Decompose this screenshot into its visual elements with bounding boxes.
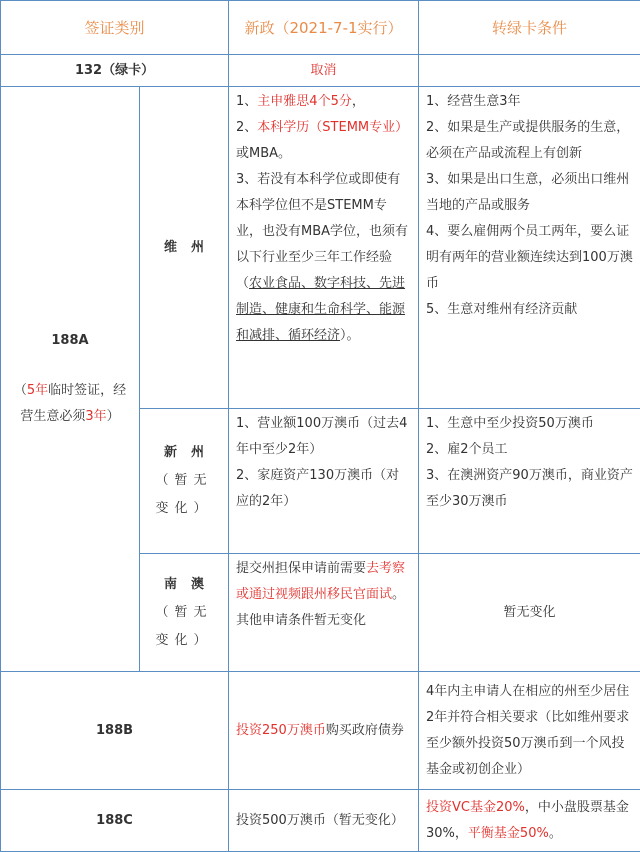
victoria-policy-3: 3、若没有本科学位或即使有本科学位但不是STEMM专业，也没有MBA学位，也须有以下行业至少三年工作经验（农业食品、数字科技、先进制造、健康和生命科学、能源和减排、循环经济）。 — [236, 167, 411, 349]
nsw-conditions — [419, 409, 640, 554]
visa-132-conditions — [419, 55, 640, 87]
victoria-policy — [229, 87, 419, 409]
victoria-policy-2: 2、本科学历（STEMM专业）或MBA。 — [236, 115, 411, 167]
visa-132-label: 132（绿卡） — [1, 55, 229, 87]
visa-188a-cell — [1, 87, 140, 672]
header-visa-type: 签证类别 — [1, 1, 229, 55]
row-132 — [1, 55, 640, 87]
victoria-condition-2: 2、如果是生产或提供服务的生意，必须在产品或流程上有创新 — [426, 115, 633, 167]
nsw-condition-2: 2、雇2个员工 — [426, 437, 633, 463]
state-sa: 南澳 （暂无变化） — [140, 554, 229, 672]
visa-188c-label: 188C — [1, 790, 229, 852]
nsw-policy-1: 1、营业额100万澳币（过去4年中至少2年） — [236, 411, 411, 463]
sa-conditions: 暂无变化 — [419, 554, 640, 672]
header-new-policy: 新政（2021-7-1实行） — [229, 1, 419, 55]
row-188c — [1, 790, 640, 852]
visa-188b-policy: 投资250万澳币购买政府债券 — [229, 672, 419, 790]
visa-188a-note: （5年临时签证，经营生意必须3年） — [8, 378, 132, 430]
nsw-policy — [229, 409, 419, 554]
victoria-conditions — [419, 87, 640, 409]
visa-188a-label: 188A — [8, 328, 132, 354]
nsw-condition-3: 3、在澳洲资产90万澳币，商业资产至少30万澳币 — [426, 463, 633, 515]
visa-188b-label: 188B — [1, 672, 229, 790]
row-188b — [1, 672, 640, 790]
nsw-condition-1: 1、生意中至少投资50万澳币 — [426, 411, 633, 437]
visa-188b-conditions: 4年内主申请人在相应的州至少居住2年并符合相关要求（比如维州要求至少额外投资50万澳币到一个风投基金或初创企业） — [419, 672, 640, 790]
visa-132-policy: 取消 — [229, 55, 419, 87]
visa-188c-conditions: 投资VC基金20%，中小盘股票基金30%，平衡基金50%。 — [419, 790, 640, 852]
victoria-condition-1: 1、经营生意3年 — [426, 89, 633, 115]
header-green-card-conditions: 转绿卡条件 — [419, 1, 640, 55]
row-188a-victoria — [1, 87, 640, 409]
state-nsw: 新州 （暂无变化） — [140, 409, 229, 554]
victoria-condition-4: 4、要么雇佣两个员工两年，要么证明有两年的营业额连续达到100万澳币 — [426, 219, 633, 297]
state-victoria: 维州 — [140, 87, 229, 409]
victoria-policy-1: 1、主申雅思4个5分， — [236, 89, 411, 115]
victoria-condition-5: 5、生意对维州有经济贡献 — [426, 297, 633, 323]
sa-policy: 提交州担保申请前需要去考察或通过视频跟州移民官面试。其他申请条件暂无变化 — [229, 554, 419, 672]
visa-188c-policy: 投资500万澳币（暂无变化） — [229, 790, 419, 852]
header-row — [1, 1, 640, 55]
nsw-policy-2: 2、家庭资产130万澳币（对应的2年） — [236, 463, 411, 515]
victoria-condition-3: 3、如果是出口生意，必须出口维州当地的产品或服务 — [426, 167, 633, 219]
